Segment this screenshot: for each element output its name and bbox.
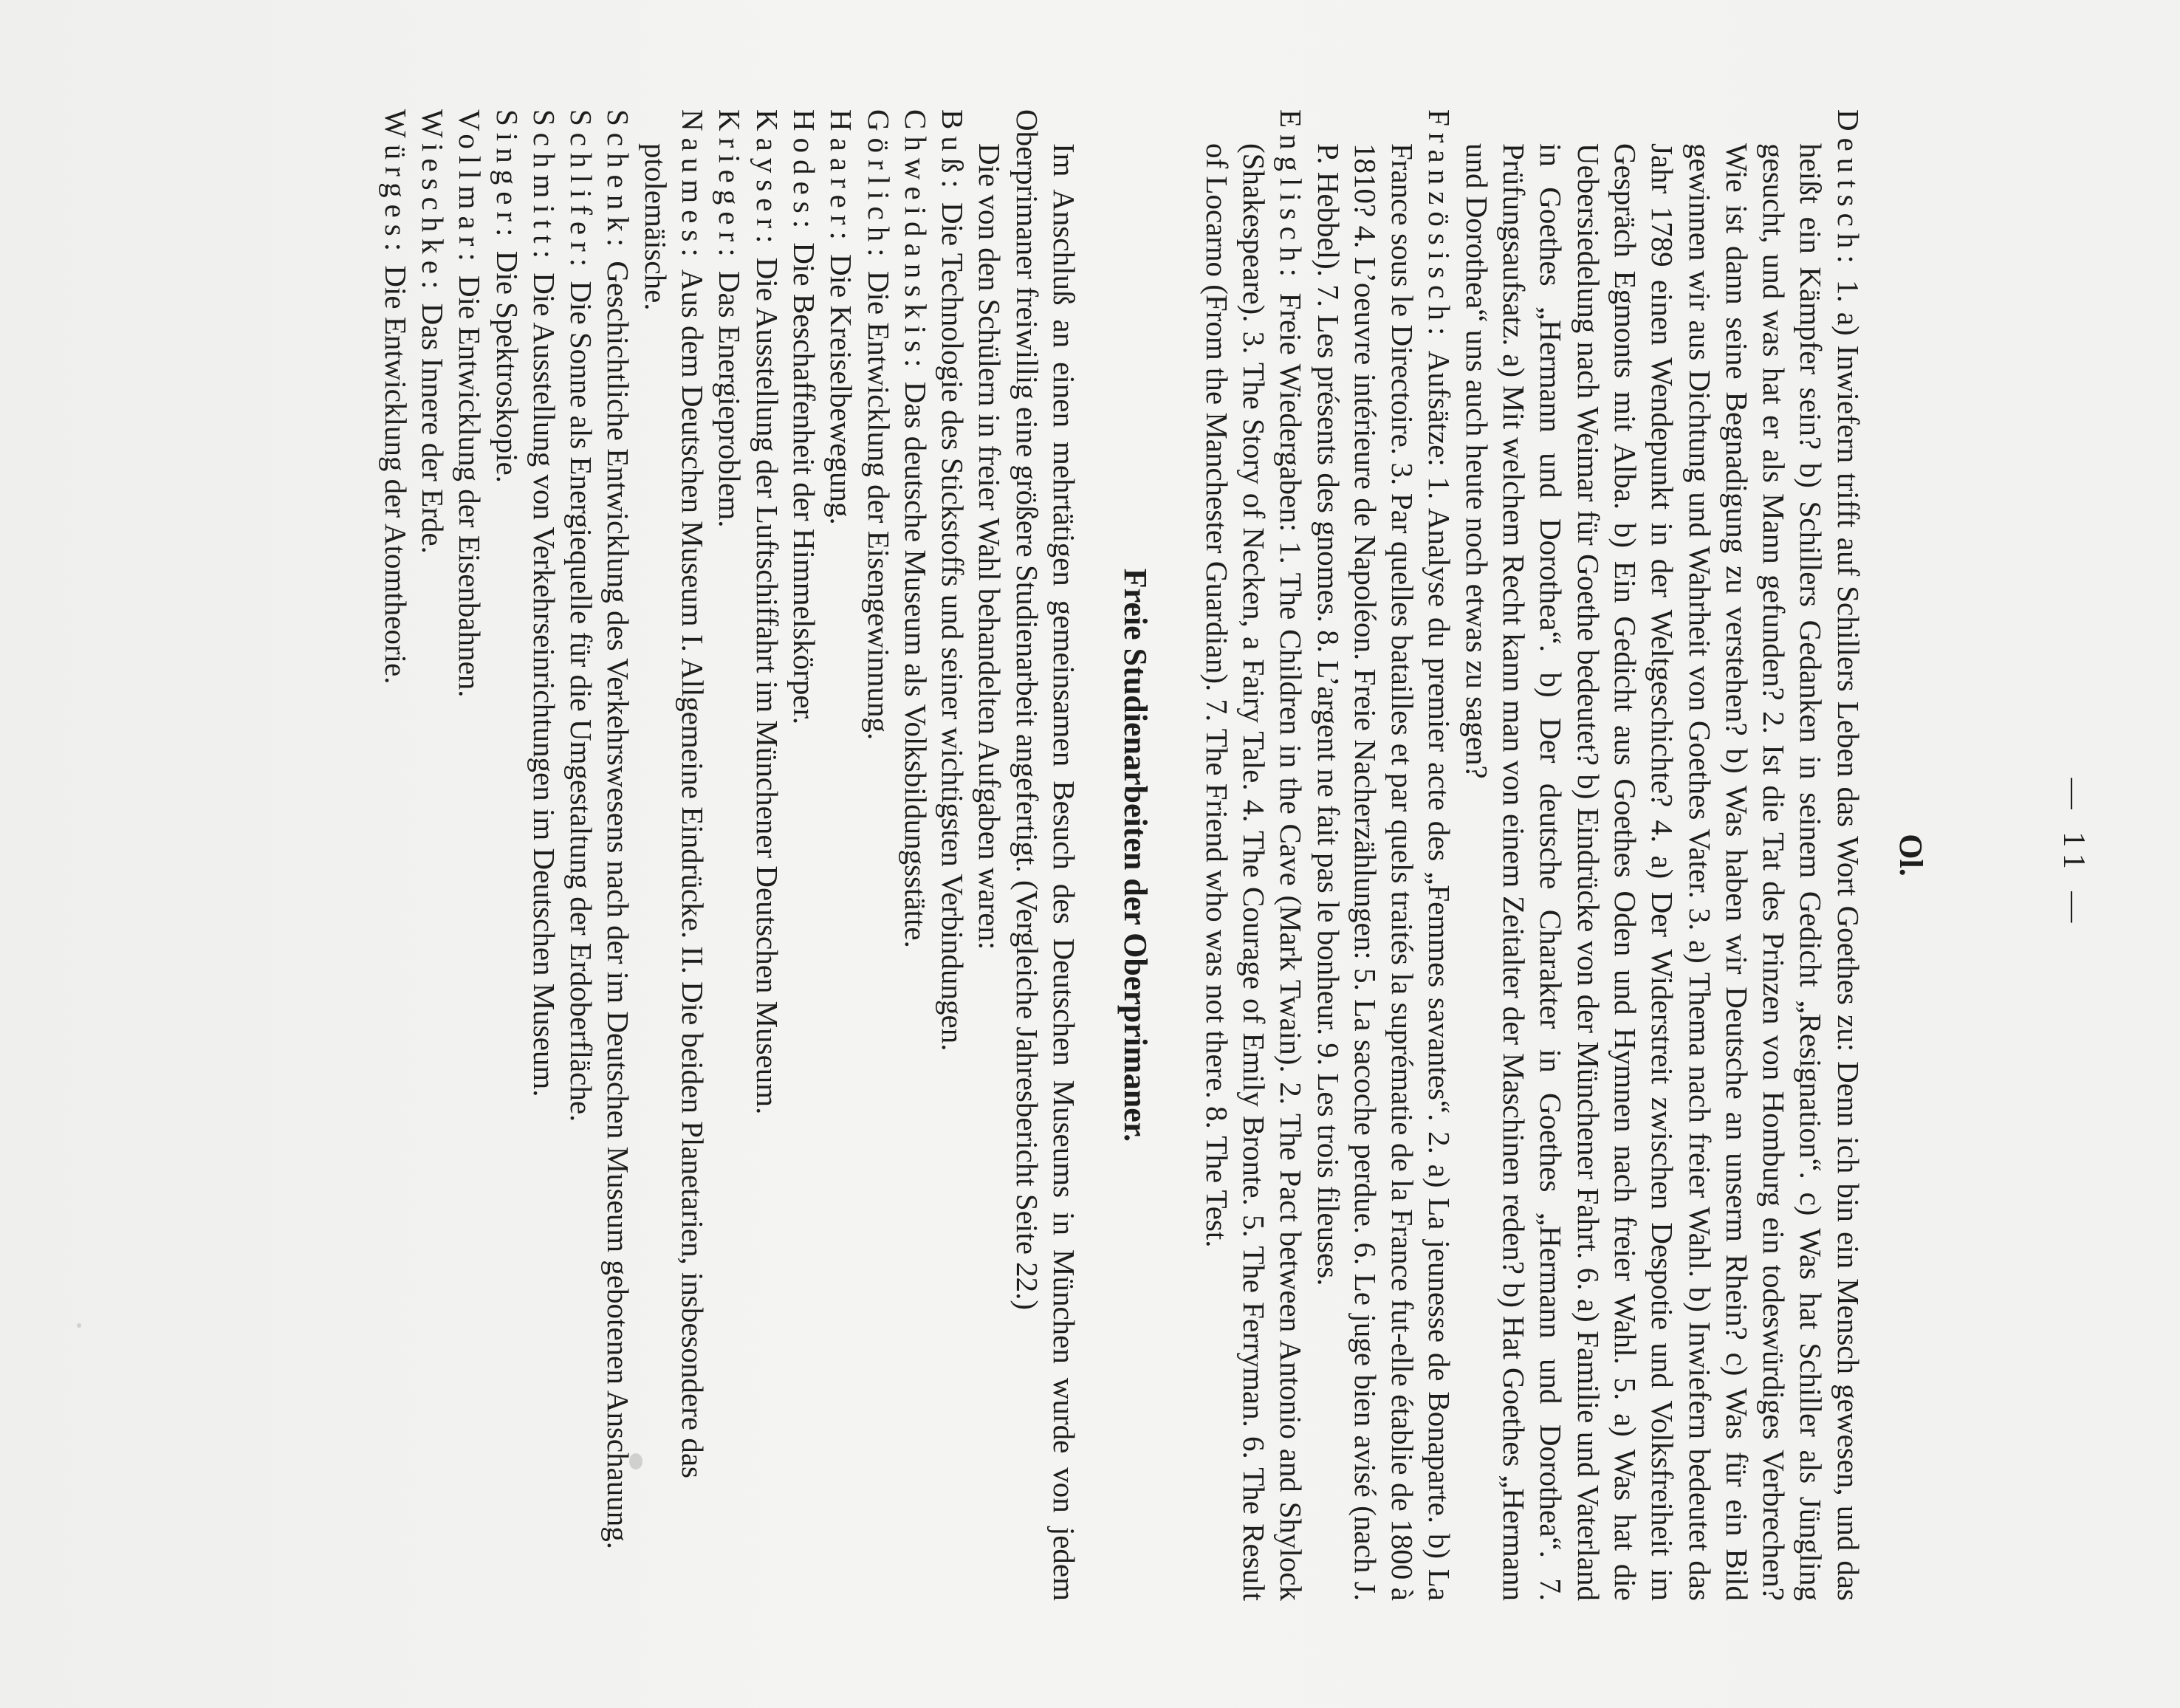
- student-name: Chweidanskis:: [898, 109, 933, 374]
- work-topic: Aus dem Deutschen Museum I. Allgemeine Eindrücke. II. Die beiden Planetarien, insbesondere das ptolemäische.: [638, 143, 710, 1478]
- subject-text: 1. a) Inwiefern trifft auf Schillers Leben das Wort Goethes zu: Denn ich bin ein Mensch gewesen, und das heißt ein Kämpfer sein? b) Schillers Gedanken in seinem Gedicht „Resignation“. c) Was hat Schiller als Jüngling gesucht, und was hat er als Mann gefunden? 2. Ist die Tat des Prinzen von Homburg ein todeswürdiges Verbrechen? Wie ist dann seine Begnadigung zu verstehen? b) Was haben wir Deutsche an unserm Rhein? c) Was für ein Bild gewinnen wir aus Dichtung und Wahrheit von Goethes Vater. 3. a) Thema nach freier Wahl. b) Inwiefern bedeutet das Jahr 1789 einen Wendepunkt in der Weltgeschichte? 4. a) Der Widerstreit zwischen Despotie und Volksfreiheit im Gespräch Egmonts mit Alba. b) Ein Gedicht aus Goethes Oden und Hymnen nach freier Wahl. 5. a) Was hat die Uebersiedelung nach Weimar für Goethe bedeutet? b) Eindrücke von der Münchener Fahrt. 6. a) Familie und Vaterland in Goethes „Hermann und Dorothea“. b) Der deutsche Charakter in Goethes „Hermann und Dorothea“. 7. Prüfungsaufsatz. a) Mit welchem Recht kann man von einem Zeitalter der Maschinen reden? b) Hat Goethes „Hermann und Dorothea“ uns auch heute noch etwas zu sagen?: [1459, 143, 1865, 1601]
- subject-label: Französisch:: [1422, 109, 1457, 343]
- student-name: Hodes:: [786, 109, 821, 236]
- list-item: [563, 109, 600, 1601]
- studienarbeiten-list: [377, 109, 971, 1601]
- work-topic: Geschichtliche Entwicklung des Verkehrswesens nach der im Deutschen Museum gebotenen Anschauung.: [601, 253, 636, 1550]
- work-topic: Die Sonne als Energiequelle für die Umgestaltung der Erdoberfläche.: [564, 273, 599, 1122]
- student-name: Würges:: [378, 109, 413, 258]
- document-body: [377, 109, 1929, 1601]
- student-name: Vollmar:: [453, 109, 487, 268]
- student-name: Schenk:: [601, 109, 636, 254]
- list-item: [934, 109, 971, 1601]
- list-item: [823, 109, 860, 1601]
- work-topic: Die Kreiselbewegung.: [824, 246, 859, 525]
- subject-deutsch: [1458, 109, 1866, 1601]
- student-name: Naumes:: [676, 109, 710, 264]
- subject-label: Deutsch:: [1831, 109, 1865, 270]
- section-heading: Ol.: [1893, 834, 1929, 877]
- work-topic: Das Innere der Erde.: [416, 295, 450, 554]
- intro-paragraph: Im Anschluß an einen mehrtätigen gemeinsamen Besuch des Deutschen Museums in München wurde von jedem Oberprimaner freiwillig eine größere Studienarbeit angefertigt. (Vergleiche Jahresbericht Seite 22.): [1010, 109, 1082, 1601]
- work-topic: Die Entwicklung der Eisenbahnen.: [453, 267, 487, 698]
- student-name: Singer:: [490, 109, 524, 244]
- student-name: Kayser:: [750, 109, 784, 250]
- student-name: Schlifer:: [564, 109, 599, 274]
- subject-text: Freie Wiedergaben: 1. The Children in the Cave (Mark Twain). 2. The Pact between Antonio and Shylock (Shakespeare). 3. The Story of Necken, a Fairy Tale. 4. The Courage of Emily Bronte. 5. The Ferryman. 6. The Result of Locarno (From the Manchester Guardian). 7. The Friend who was not there. 8. The Test.: [1199, 143, 1309, 1601]
- work-topic: Die Ausstellung von Verkehrseinrichtungen im Deutschen Museum.: [527, 264, 561, 1097]
- work-topic: Die Beschaffenheit der Himmelskörper.: [786, 235, 821, 725]
- subject-label: Englisch:: [1274, 109, 1309, 284]
- work-topic: Das Energieproblem.: [713, 263, 747, 528]
- page-number: — 11 —: [2057, 778, 2091, 930]
- lead-paragraph: Die von den Schülern in freier Wahl behandelten Aufgaben waren:: [973, 143, 1007, 950]
- list-item: [526, 109, 563, 1601]
- subject-franzoesisch: [1309, 109, 1458, 1601]
- work-topic: Die Entwicklung der Atomtheorie.: [378, 258, 413, 685]
- subject-text: Aufsätze: 1. Analyse du premier acte des „Femmes savantes“. 2. a) La jeunesse de Bonaparte. b) La France sous le Directoire. 3. Par quelles batailles et par quels traités la suprématie de la France fut-elle établie de 1800 à 1810? 4. L’oeuvre intérieure de Napoléon. Freie Nacherzählungen: 5. La sacoche perdue. 6. Le juge bien avisé (nach J. P. Hebbel). 7. Les présents des gnomes. 8. L’argent ne fait pas le bonheur. 9. Les trois fileuses.: [1311, 143, 1457, 1601]
- work-topic: Die Ausstellung der Luftschiffahrt im Münchener Deutschen Museum.: [750, 250, 784, 1115]
- subject-englisch: [1198, 109, 1309, 1601]
- work-topic: Das deutsche Museum als Volksbildungsstätte.: [898, 374, 933, 948]
- work-topic: Die Spektroskopie.: [490, 243, 524, 483]
- student-name: Buß:: [936, 109, 970, 195]
- list-item: [377, 109, 414, 1601]
- list-item: [414, 109, 451, 1601]
- work-topic: Die Entwicklung der Eisengewinnung.: [861, 263, 896, 741]
- student-name: Wieschke:: [416, 109, 450, 296]
- student-name: Schmitt:: [527, 109, 561, 265]
- list-item: [488, 109, 525, 1601]
- list-item: [748, 109, 785, 1601]
- student-name: Krieger:: [713, 109, 747, 264]
- list-item: [897, 109, 934, 1601]
- student-name: Görlich:: [861, 109, 896, 264]
- student-name: Haarer:: [824, 109, 859, 247]
- list-item: [600, 109, 637, 1601]
- work-topic: Die Technologie des Stickstoffs und seiner wichtigsten Verbindungen.: [936, 194, 970, 1052]
- list-item: [637, 109, 712, 1601]
- list-item: [786, 109, 823, 1601]
- subheading: Freie Studienarbeiten der Oberprimaner.: [1117, 568, 1154, 1142]
- list-item: [711, 109, 748, 1601]
- list-item: [860, 109, 897, 1601]
- list-item: [451, 109, 488, 1601]
